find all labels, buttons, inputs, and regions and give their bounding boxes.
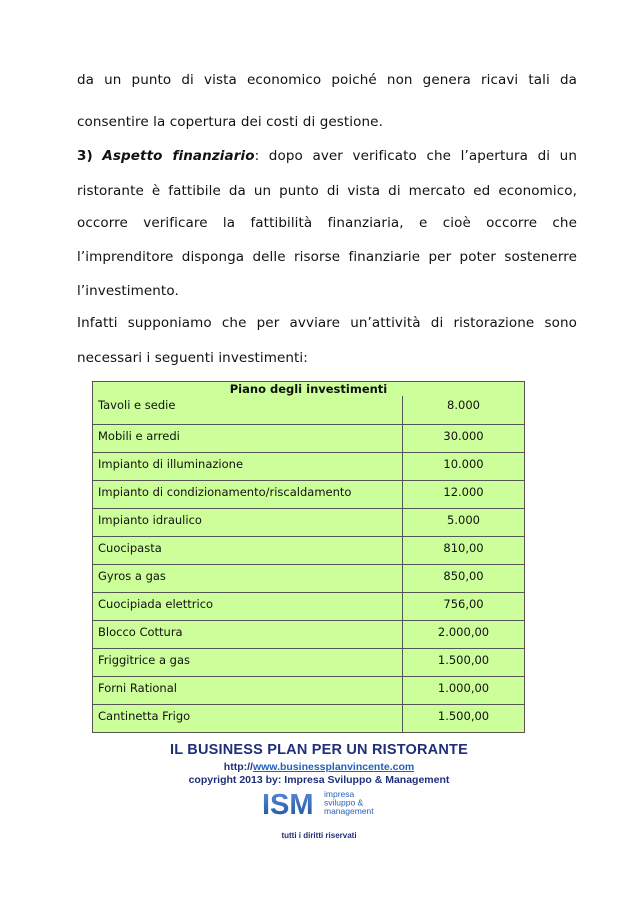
table-row <box>93 480 525 508</box>
table-row <box>93 676 525 704</box>
row-value: 850,00 <box>403 564 525 592</box>
row-label: Gyros a gas <box>93 564 403 592</box>
point-3-line <box>77 147 577 165</box>
row-value: 8.000 <box>403 396 525 424</box>
row-label: Cantinetta Frigo <box>93 704 403 732</box>
row-value: 810,00 <box>403 536 525 564</box>
footer-rights: tutti i diritti riservati <box>281 831 357 840</box>
row-label: Impianto idraulico <box>93 508 403 536</box>
table-body <box>93 396 525 732</box>
investment-table <box>92 381 525 733</box>
row-label: Friggitrice a gas <box>93 648 403 676</box>
table-row <box>93 704 525 732</box>
row-label: Forni Rational <box>93 676 403 704</box>
row-value: 30.000 <box>403 424 525 452</box>
row-label: Cuocipasta <box>93 536 403 564</box>
body-line-7: Infatti supponiamo che per avviare un’attività di ristorazione sono <box>77 315 577 331</box>
table-header-row <box>93 382 525 397</box>
table-row <box>93 564 525 592</box>
row-label: Tavoli e sedie <box>93 396 403 424</box>
ism-logo <box>262 789 378 819</box>
row-value: 5.000 <box>403 508 525 536</box>
point-3-text: : dopo aver verificato che l’apertura di un <box>254 148 577 164</box>
row-value: 2.000,00 <box>403 620 525 648</box>
row-value: 10.000 <box>403 452 525 480</box>
table-row <box>93 620 525 648</box>
table-title: Piano degli investimenti <box>93 382 525 397</box>
body-line-2: consentire la copertura dei costi di gestione. <box>77 114 383 130</box>
body-line-6: l’investimento. <box>77 283 179 299</box>
row-label: Impianto di illuminazione <box>93 452 403 480</box>
row-label: Mobili e arredi <box>93 424 403 452</box>
row-value: 1.000,00 <box>403 676 525 704</box>
table-row <box>93 452 525 480</box>
body-line-8: necessari i seguenti investimenti: <box>77 350 308 366</box>
table-row <box>93 424 525 452</box>
footer-url-prefix: http:// <box>223 761 253 773</box>
row-value: 12.000 <box>403 480 525 508</box>
table-row <box>93 508 525 536</box>
point-3-title: Aspetto finanziario <box>102 148 255 164</box>
logo-letters: ISM <box>262 789 314 819</box>
body-line-4: occorre verificare la fattibilità finanziaria, e cioè occorre che <box>77 215 577 231</box>
logo-line-1: impresa <box>324 789 355 799</box>
footer-title: IL BUSINESS PLAN PER UN RISTORANTE <box>170 742 468 758</box>
row-label: Blocco Cottura <box>93 620 403 648</box>
body-line-5: l’imprenditore disponga delle risorse finanziarie per poter sostenerre <box>77 249 577 265</box>
footer-url-link[interactable]: www.businessplanvincente.com <box>252 761 415 773</box>
footer-url <box>0 761 638 773</box>
table-row <box>93 592 525 620</box>
footer-copyright: copyright 2013 by: Impresa Sviluppo & Management <box>188 774 450 786</box>
table-row <box>93 536 525 564</box>
body-line-3: ristorante è fattibile da un punto di vista di mercato ed economico, <box>77 183 577 199</box>
logo-line-2: sviluppo & <box>324 797 364 808</box>
row-label: Cuocipiada elettrico <box>93 592 403 620</box>
row-value: 1.500,00 <box>403 648 525 676</box>
table-row <box>93 396 525 424</box>
logo-line-3: management <box>324 806 374 816</box>
row-label: Impianto di condizionamento/riscaldamento <box>93 480 403 508</box>
row-value: 756,00 <box>403 592 525 620</box>
row-value: 1.500,00 <box>403 704 525 732</box>
table-row <box>93 648 525 676</box>
point-3-number: 3) <box>77 148 93 164</box>
body-line-1: da un punto di vista economico poiché non genera ricavi tali da <box>77 72 577 88</box>
